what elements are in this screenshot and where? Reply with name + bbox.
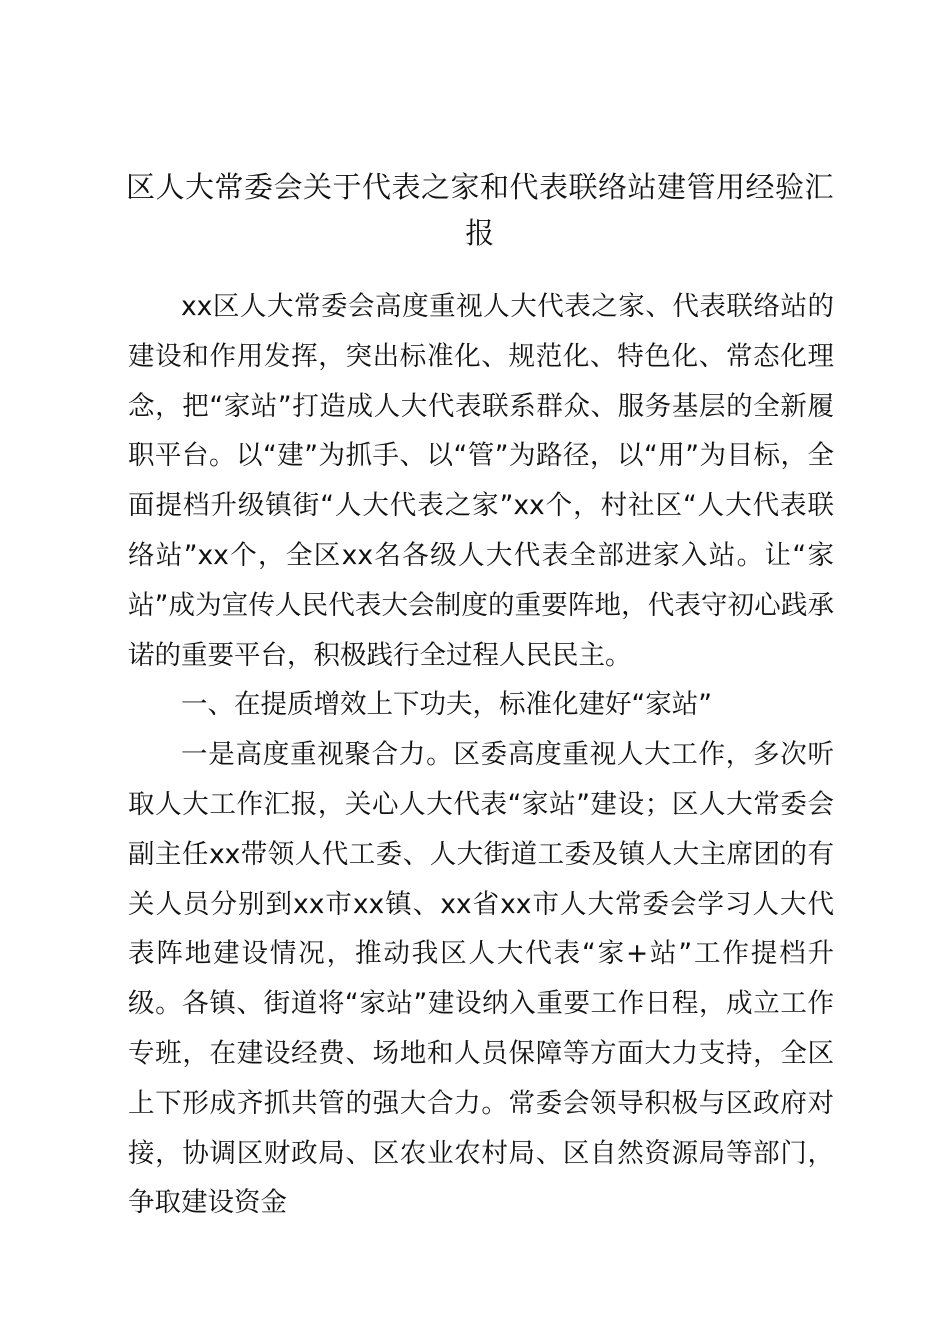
section-heading-1: 一、在提质增效上下功夫，标准化建好“家站” xyxy=(181,689,712,721)
document-title: 区人大常委会关于代表之家和代表联络站建管用经验汇报 xyxy=(125,170,834,250)
paragraph-intro: xx区人大常委会高度重视人大代表之家、代表联络站的建设和作用发挥，突出标准化、规范化、特色化、常态化理念，把“家站”打造成人大代表联系群众、服务基层的全新履职平台。以“建”为抓手、以“管”为路径，以“用”为目标，全面提档升级镇街“人大代表之家”xx个，村社区“人大代表联络站”xx个，全区xx名各级人大代表全部进家入站。让“家站”成为宣传人民代表大会制度的重要阵地，代表守初心践承诺的重要平台，积极践行全过程人民民主。 xyxy=(128,291,834,671)
paragraph-section-1-item-1: 一是高度重视聚合力。区委高度重视人大工作，多次听取人大工作汇报，关心人大代表“家站”建设；区人大常委会副主任xx带领人代工委、人大街道工委及镇人大主席团的有关人员分别到xx市xx镇、xx省xx市人大常委会学习人大代表阵地建设情况，推动我区人大代表“家+站”工作提档升级。各镇、街道将“家站”建设纳入重要工作日程，成立工作专班，在建设经费、场地和人员保障等方面大力支持，全区上下形成齐抓共管的强大合力。常委会领导积极与区政府对接，协调区财政局、区农业农村局、区自然资源局等部门，争取建设资金 xyxy=(128,739,834,1219)
document-body xyxy=(128,282,834,1228)
